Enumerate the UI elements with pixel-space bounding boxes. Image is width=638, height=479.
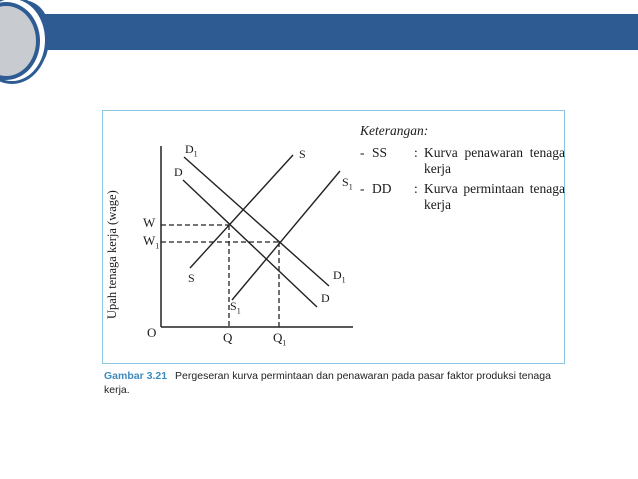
label-origin: O <box>147 325 157 340</box>
figure-panel <box>100 108 570 406</box>
header-bar <box>0 14 638 50</box>
label-s-bottom: S <box>188 271 195 285</box>
legend <box>360 123 565 217</box>
label-d-top: D <box>174 165 183 179</box>
caption-label: Gambar 3.21 <box>104 370 168 382</box>
label-s-top: S <box>299 147 306 161</box>
label-q: Q <box>223 330 233 345</box>
curve-s <box>190 155 293 268</box>
figure-caption <box>104 369 566 397</box>
legend-title: Keterangan: <box>360 123 429 138</box>
caption-text: Pergeseran kurva permintaan dan penawaran pada pasar faktor produksi tenaga kerja. <box>104 370 551 396</box>
label-d1-top: $D_1$ <box>185 142 198 159</box>
legend-desc: Kurva penawaran tenaga kerja <box>424 145 565 176</box>
curve-d <box>183 180 317 307</box>
figure-box <box>102 110 565 364</box>
labor-market-diagram <box>103 111 353 361</box>
curve-d1 <box>184 157 329 286</box>
ylabel-wrap <box>99 163 119 319</box>
legend-item-dd: - DD : Kurva permintaan tenaga kerja <box>360 181 565 212</box>
y-axis-label: Upah tenaga kerja (wage) <box>105 190 119 319</box>
legend-key: SS <box>372 145 388 160</box>
label-w: W <box>143 215 156 230</box>
legend-key: DD <box>372 181 392 196</box>
label-q1: $Q_1$ <box>273 330 287 348</box>
label-d-bottom: D <box>321 291 330 305</box>
label-w1: $W_1$ <box>143 233 160 251</box>
legend-item-ss: - SS : Kurva penawaran tenaga kerja <box>360 145 565 176</box>
label-s1-top: $S_1$ <box>342 175 353 192</box>
legend-desc: Kurva permintaan tenaga kerja <box>424 181 565 212</box>
label-d1-bottom: $D_1$ <box>333 268 346 285</box>
label-s1-bottom: $S_1$ <box>230 299 241 316</box>
